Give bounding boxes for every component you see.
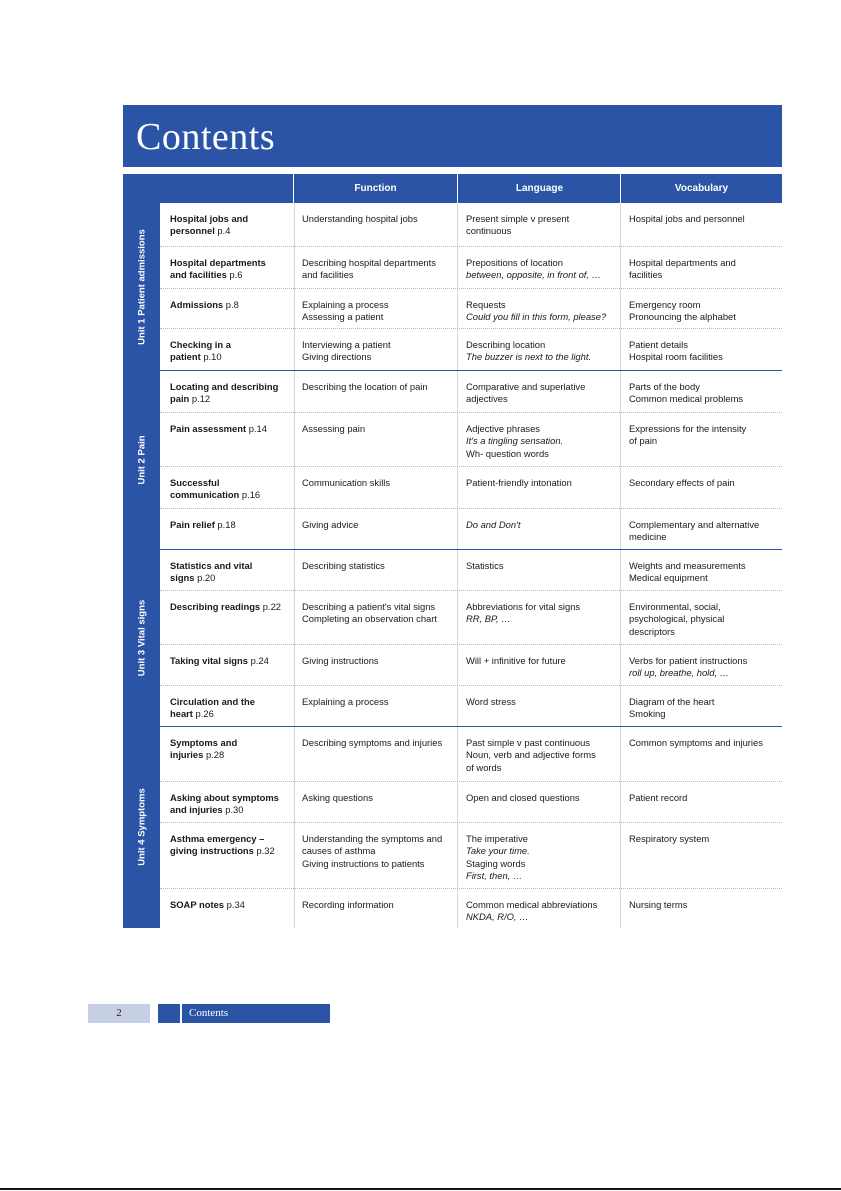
language-cell xyxy=(466,213,622,238)
lesson-title-line xyxy=(170,899,298,911)
function-cell xyxy=(302,519,457,531)
lesson-title-line xyxy=(170,519,298,531)
lesson-title-line xyxy=(170,213,298,225)
language-cell xyxy=(466,299,622,324)
function-line: Describing statistics xyxy=(302,560,385,571)
vocabulary-line: Hospital jobs and personnel xyxy=(629,213,745,224)
language-cell xyxy=(466,560,622,572)
language-line: Common medical abbreviations xyxy=(466,899,598,910)
lesson-title-text: heart xyxy=(170,708,193,720)
table-row xyxy=(160,328,782,371)
vocabulary-cell xyxy=(629,423,779,448)
vocabulary-line: Expressions for the intensity xyxy=(629,423,747,434)
lesson-page: p.20 xyxy=(197,572,216,584)
language-line: RR, BP, … xyxy=(466,613,511,625)
table-row xyxy=(160,644,782,686)
unit-label-bar xyxy=(123,726,160,928)
lesson-title-text: signs xyxy=(170,572,195,584)
function-line: Giving advice xyxy=(302,519,359,530)
lesson-page: p.14 xyxy=(248,423,267,434)
language-line: Open and closed questions xyxy=(466,792,580,803)
table-row xyxy=(160,685,782,727)
function-line: Explaining a process xyxy=(302,696,389,707)
lesson-title-text: personnel xyxy=(170,225,215,237)
unit-label: Unit 2 Pain xyxy=(136,434,147,485)
lesson-title-text: pain xyxy=(170,393,190,405)
table-row xyxy=(160,370,782,413)
language-cell xyxy=(466,696,622,708)
lesson-title[interactable] xyxy=(170,601,298,613)
language-line: Past simple v past continuous xyxy=(466,737,591,748)
lesson-title[interactable] xyxy=(170,655,298,667)
language-cell xyxy=(466,339,622,364)
vocabulary-line: Smoking xyxy=(629,708,666,720)
lesson-title-line xyxy=(170,393,298,405)
lesson-title-text: Checking in a xyxy=(170,339,231,350)
lesson-page: p.10 xyxy=(203,351,222,363)
language-line: Patient-friendly intonation xyxy=(466,477,572,488)
table-row xyxy=(160,822,782,889)
language-line: of words xyxy=(466,761,502,773)
lesson-page: p.24 xyxy=(250,655,269,666)
lesson-title-line xyxy=(170,225,298,237)
table-row xyxy=(160,288,782,329)
vocabulary-cell xyxy=(629,899,779,911)
vocabulary-line: Respiratory system xyxy=(629,833,710,844)
language-cell xyxy=(466,655,622,667)
function-cell xyxy=(302,381,457,393)
vocabulary-line: descriptors xyxy=(629,625,675,637)
lesson-title-text: Locating and describing xyxy=(170,381,279,392)
language-line: NKDA, R/O, … xyxy=(466,911,529,923)
lesson-title-text: Circulation and the xyxy=(170,696,255,707)
footer-section-bar xyxy=(158,1004,330,1023)
function-line: Describing hospital departments xyxy=(302,257,436,268)
lesson-page: p.34 xyxy=(226,899,245,910)
lesson-title-text: Asking about symptoms xyxy=(170,792,279,803)
table-row xyxy=(160,781,782,823)
lesson-title-text: Successful xyxy=(170,477,220,488)
lesson-title-line xyxy=(170,792,298,804)
function-cell xyxy=(302,477,457,489)
function-line: Understanding the symptoms and xyxy=(302,833,443,844)
language-line: Prepositions of location xyxy=(466,257,563,268)
function-line: Assessing a patient xyxy=(302,311,384,323)
vocabulary-line: medicine xyxy=(629,531,667,543)
lesson-title-line xyxy=(170,601,298,613)
vocabulary-line: Hospital departments and xyxy=(629,257,736,268)
vocabulary-line: Pronouncing the alphabet xyxy=(629,311,736,323)
vocabulary-cell xyxy=(629,696,779,721)
language-cell xyxy=(466,477,622,489)
lesson-title[interactable] xyxy=(170,792,298,817)
lesson-title-text: and facilities xyxy=(170,269,227,281)
unit-label: Unit 4 Symptoms xyxy=(136,788,147,866)
language-line: It's a tingling sensation. xyxy=(466,435,564,447)
lesson-page: p.18 xyxy=(217,519,236,530)
lesson-page: p.16 xyxy=(241,489,261,501)
function-line: Communication skills xyxy=(302,477,391,488)
lesson-title-line xyxy=(170,423,298,435)
table-row xyxy=(160,508,782,550)
language-line: Abbreviations for vital signs xyxy=(466,601,581,612)
lesson-title-line xyxy=(170,351,298,363)
language-line: continuous xyxy=(466,225,512,237)
header-language: Language xyxy=(515,183,564,194)
lesson-title[interactable] xyxy=(170,519,298,531)
lesson-title-text: Pain assessment xyxy=(170,423,247,434)
language-line: Requests xyxy=(466,299,506,310)
header-function: Function xyxy=(354,183,397,194)
language-line: Staging words xyxy=(466,857,526,869)
function-line: Giving instructions xyxy=(302,655,379,666)
table-row xyxy=(160,246,782,289)
lesson-title-text: Hospital jobs and xyxy=(170,213,249,224)
function-cell xyxy=(302,213,457,225)
language-line: The imperative xyxy=(466,833,529,844)
function-cell xyxy=(302,655,457,667)
vocabulary-line: Weights and measurements xyxy=(629,560,746,571)
vocabulary-line: Nursing terms xyxy=(629,899,688,910)
lesson-title-text: Symptoms and xyxy=(170,737,238,748)
vocabulary-line: Patient record xyxy=(629,792,688,803)
lesson-title[interactable] xyxy=(170,381,298,406)
vocabulary-cell xyxy=(629,560,779,585)
table-row xyxy=(160,203,782,246)
lesson-title[interactable] xyxy=(170,833,298,858)
language-line: Statistics xyxy=(466,560,504,571)
language-line: Do and Don't xyxy=(466,519,521,530)
lesson-title[interactable] xyxy=(170,423,298,435)
lesson-title[interactable] xyxy=(170,213,298,238)
language-line: between, opposite, in front of, … xyxy=(466,269,601,281)
lesson-title[interactable] xyxy=(170,696,298,721)
table-row xyxy=(160,549,782,591)
function-cell xyxy=(302,833,457,870)
table-row xyxy=(160,726,782,782)
lesson-title-text: Pain relief xyxy=(170,519,215,530)
lesson-title[interactable] xyxy=(170,737,298,762)
lesson-title-text: giving instructions xyxy=(170,845,254,857)
function-line: Completing an observation chart xyxy=(302,613,437,625)
vocabulary-cell xyxy=(629,792,779,804)
lesson-title-line xyxy=(170,257,298,269)
lesson-page: p.6 xyxy=(229,269,243,281)
language-line: Describing location xyxy=(466,339,546,350)
lesson-title-line xyxy=(170,572,298,584)
language-cell xyxy=(466,899,622,924)
function-cell xyxy=(302,257,457,282)
function-cell xyxy=(302,560,457,572)
function-cell xyxy=(302,696,457,708)
lesson-title-text: injuries xyxy=(170,749,204,761)
function-line: Giving instructions to patients xyxy=(302,857,425,869)
lesson-title-text: Asthma emergency – xyxy=(170,833,265,844)
language-line: Could you fill in this form, please? xyxy=(466,311,607,323)
page-title: Contents xyxy=(136,116,276,158)
lesson-title-line xyxy=(170,696,298,708)
function-line: causes of asthma xyxy=(302,845,376,857)
function-line: and facilities xyxy=(302,269,354,281)
lesson-page: p.32 xyxy=(256,845,275,857)
lesson-title-line xyxy=(170,381,298,393)
language-cell xyxy=(466,792,622,804)
function-line: Assessing pain xyxy=(302,423,366,434)
language-line: Will + infinitive for future xyxy=(466,655,566,666)
vocabulary-line: Medical equipment xyxy=(629,572,708,584)
lesson-title-text: Describing readings xyxy=(170,601,261,612)
table-row xyxy=(160,590,782,645)
lesson-title-text: SOAP notes xyxy=(170,899,225,910)
lesson-title-text: Hospital departments xyxy=(170,257,266,268)
lesson-title-line xyxy=(170,749,298,761)
footer-page-number: 2 xyxy=(88,1004,150,1023)
lesson-page: p.8 xyxy=(225,299,239,310)
table-row xyxy=(160,888,782,929)
language-line: Wh- question words xyxy=(466,447,549,459)
function-line: Recording information xyxy=(302,899,394,910)
vocabulary-cell xyxy=(629,519,779,544)
table-row xyxy=(160,412,782,467)
lesson-title-line xyxy=(170,845,298,857)
unit-label: Unit 3 Vital signs xyxy=(136,599,147,676)
function-line: Understanding hospital jobs xyxy=(302,213,418,224)
language-line: Noun, verb and adjective forms xyxy=(466,749,596,761)
page-bottom-rule xyxy=(0,1188,841,1190)
lesson-title-line xyxy=(170,655,298,667)
vocabulary-line: Common medical problems xyxy=(629,393,744,405)
vocabulary-line: Common symptoms and injuries xyxy=(629,737,763,748)
language-line: Take your time. xyxy=(466,845,530,857)
lesson-title[interactable] xyxy=(170,899,298,911)
lesson-title-text: and injuries xyxy=(170,804,223,816)
function-line: Describing the location of pain xyxy=(302,381,428,392)
vocabulary-line: roll up, breathe, hold, … xyxy=(629,667,730,679)
vocabulary-cell xyxy=(629,477,779,489)
language-line: Adjective phrases xyxy=(466,423,540,434)
function-line: Asking questions xyxy=(302,792,373,803)
function-line: Interviewing a patient xyxy=(302,339,391,350)
vocabulary-line: Complementary and alternative xyxy=(629,519,760,530)
lesson-title-line xyxy=(170,269,298,281)
function-cell xyxy=(302,737,457,749)
lesson-page: p.26 xyxy=(195,708,214,720)
vocabulary-cell xyxy=(629,339,779,364)
language-cell xyxy=(466,381,622,406)
vocabulary-cell xyxy=(629,381,779,406)
vocabulary-line: Verbs for patient instructions xyxy=(629,655,748,666)
function-cell xyxy=(302,339,457,364)
language-line: Comparative and superlative xyxy=(466,381,586,392)
lesson-title-line xyxy=(170,833,298,845)
lesson-title-text: Admissions xyxy=(170,299,224,310)
vocabulary-line: Hospital room facilities xyxy=(629,351,723,363)
language-line: Word stress xyxy=(466,696,516,707)
vocabulary-cell xyxy=(629,213,779,225)
language-line: adjectives xyxy=(466,393,508,405)
vocabulary-line: Environmental, social, xyxy=(629,601,721,612)
table-row xyxy=(160,466,782,509)
function-cell xyxy=(302,423,457,435)
lesson-title[interactable] xyxy=(170,299,298,311)
lesson-page: p.28 xyxy=(205,749,225,761)
vocabulary-line: Diagram of the heart xyxy=(629,696,715,707)
language-line: Present simple v present xyxy=(466,213,570,224)
function-cell xyxy=(302,299,457,324)
footer-divider xyxy=(180,1004,182,1023)
function-cell xyxy=(302,601,457,626)
function-line: Giving directions xyxy=(302,351,372,363)
language-cell xyxy=(466,833,622,882)
footer-section-label: Contents xyxy=(189,1007,229,1019)
lesson-title[interactable] xyxy=(170,477,298,502)
vocabulary-line: facilities xyxy=(629,269,663,281)
language-line: The buzzer is next to the light. xyxy=(466,351,592,363)
lesson-title-line xyxy=(170,737,298,749)
lesson-title-line xyxy=(170,339,298,351)
vocabulary-line: Secondary effects of pain xyxy=(629,477,735,488)
lesson-title-line xyxy=(170,804,298,816)
vocabulary-cell xyxy=(629,737,779,749)
vocabulary-cell xyxy=(629,299,779,324)
language-cell xyxy=(466,737,622,774)
unit-label-bar xyxy=(123,549,160,726)
lesson-title-text: communication xyxy=(170,489,240,501)
function-line: Explaining a process xyxy=(302,299,389,310)
lesson-title-line xyxy=(170,299,298,311)
language-line: First, then, … xyxy=(466,869,523,881)
function-cell xyxy=(302,792,457,804)
unit-label: Unit 1 Patient admissions xyxy=(136,228,147,345)
lesson-page: p.22 xyxy=(262,601,281,612)
vocabulary-line: Patient details xyxy=(629,339,688,350)
function-line: Describing a patient's vital signs xyxy=(302,601,436,612)
function-cell xyxy=(302,899,457,911)
table-header xyxy=(123,174,782,203)
vocabulary-cell xyxy=(629,655,779,680)
header-vocabulary: Vocabulary xyxy=(674,183,729,194)
unit-label-bar xyxy=(123,203,160,370)
lesson-title-line xyxy=(170,489,298,501)
lesson-page: p.4 xyxy=(217,225,231,237)
lesson-title-text: patient xyxy=(170,351,201,363)
vocabulary-cell xyxy=(629,833,779,845)
lesson-title-text: Taking vital signs xyxy=(170,655,248,666)
lesson-title-line xyxy=(170,477,298,489)
lesson-title[interactable] xyxy=(170,339,298,364)
language-cell xyxy=(466,257,622,282)
unit-label-bar xyxy=(123,370,160,549)
vocabulary-line: of pain xyxy=(629,435,658,447)
lesson-page: p.12 xyxy=(191,393,211,405)
vocabulary-cell xyxy=(629,601,779,638)
vocabulary-line: psychological, physical xyxy=(629,613,725,625)
lesson-title-text: Statistics and vital xyxy=(170,560,253,571)
vocabulary-cell xyxy=(629,257,779,282)
language-cell xyxy=(466,519,622,531)
language-cell xyxy=(466,601,622,626)
lesson-title[interactable] xyxy=(170,257,298,282)
function-line: Describing symptoms and injuries xyxy=(302,737,443,748)
contents-banner xyxy=(123,105,782,167)
vocabulary-line: Parts of the body xyxy=(629,381,700,392)
lesson-title[interactable] xyxy=(170,560,298,585)
lesson-title-line xyxy=(170,560,298,572)
language-cell xyxy=(466,423,622,460)
lesson-page: p.30 xyxy=(225,804,244,816)
lesson-title-line xyxy=(170,708,298,720)
vocabulary-line: Emergency room xyxy=(629,299,701,310)
